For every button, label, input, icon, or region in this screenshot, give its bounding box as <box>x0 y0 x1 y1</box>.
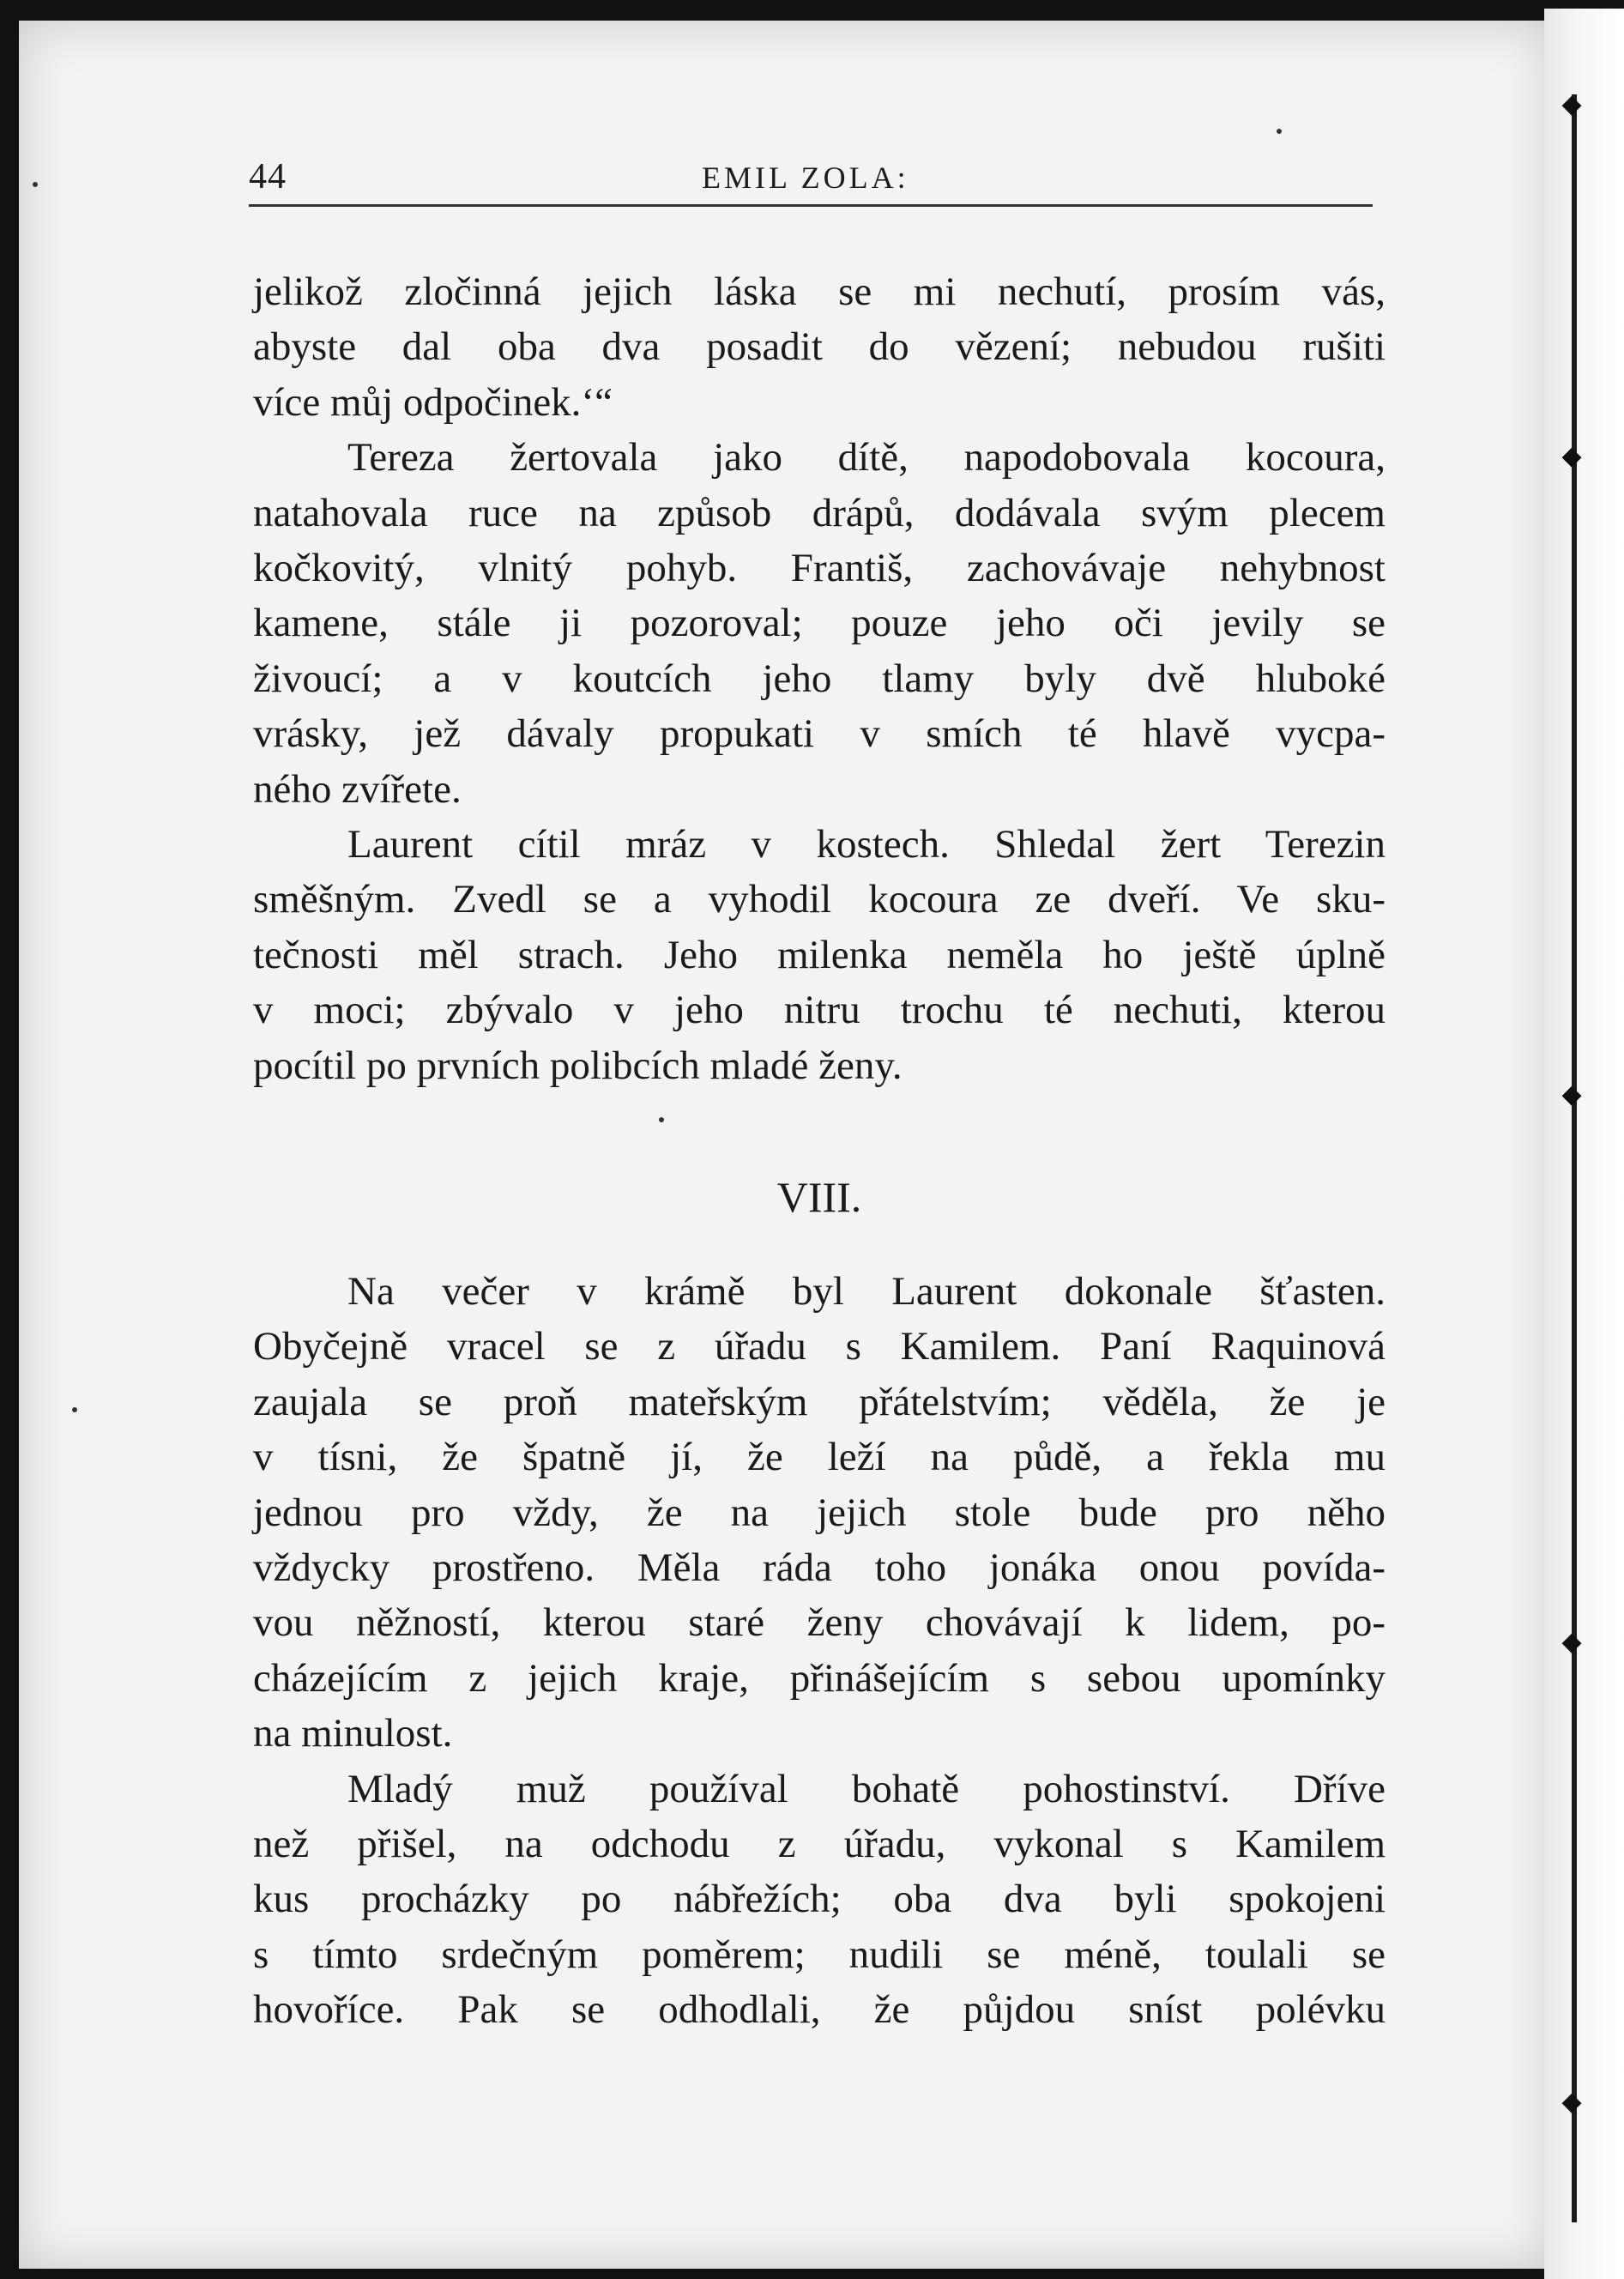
body-text-top <box>253 264 1386 1093</box>
text-line: živoucí; a v koutcích jeho tlamy byly dvě hluboké <box>253 656 1386 701</box>
page-header <box>249 153 1373 207</box>
text-line: vždycky prostřeno. Měla ráda toho jonáka onou povída- <box>253 1545 1386 1591</box>
text-line: směšným. Zvedl se a vyhodil kocoura ze dveří. Ve sku- <box>253 877 1386 922</box>
text-line: abyste dal oba dva posadit do vězení; nebudou rušiti <box>253 324 1386 370</box>
text-line: s tímto srdečným poměrem; nudili se méně, toulali se <box>253 1931 1386 1977</box>
text-line: Laurent cítil mráz v kostech. Shledal žert Terezin <box>347 822 1386 867</box>
binding-edge-line <box>1572 94 1577 2222</box>
text-line: cházejícím z jejich kraje, přinášejícím s sebou upomínky <box>253 1655 1386 1701</box>
text-line: v tísni, že špatně jí, že leží na půdě, a řekla mu <box>253 1435 1386 1480</box>
text-line: vrásky, jež dávaly propukati v smích té hlavě vycpa- <box>253 711 1386 757</box>
text-line: zaujala se proň mateřským přátelstvím; věděla, že je <box>253 1379 1386 1424</box>
chapter-heading: VIII. <box>776 1173 862 1221</box>
text-line: kamene, stále ji pozoroval; pouze jeho oči jevily se <box>253 601 1386 646</box>
body-text-bottom <box>253 1264 1386 2038</box>
text-line: jednou pro vždy, že na jejich stole bude pro něho <box>253 1490 1386 1535</box>
scan-speck <box>659 1117 664 1122</box>
text-line: tečnosti měl strach. Jeho milenka neměla ho ještě úplně <box>253 932 1386 977</box>
scan-speck <box>1277 129 1282 134</box>
text-line: ného zvířete. <box>253 766 462 812</box>
text-line: natahovala ruce na způsob drápů, dodávala svým plecem <box>253 490 1386 535</box>
text-line: než přišel, na odchodu z úřadu, vykonal s Kamilem <box>253 1822 1386 1867</box>
edge-mark-icon: ◆ <box>1561 89 1582 119</box>
text-line: kočkovitý, vlnitý pohyb. Františ, zachovávaje nehybnost <box>253 546 1386 591</box>
page-edge <box>1544 9 1624 2279</box>
edge-mark-icon: ◆ <box>1561 2087 1582 2117</box>
text-line: kus procházky po nábřežích; oba dva byli spokojeni <box>253 1877 1386 1922</box>
edge-mark-icon: ◆ <box>1561 441 1582 471</box>
text-line: hovoříce. Pak se odhodlali, že půjdou sníst polévku <box>253 1987 1386 2033</box>
text-line: Na večer v krámě byl Laurent dokonale šťasten. <box>347 1269 1386 1314</box>
text-line: Mladý muž používal bohatě pohostinství. Dříve <box>347 1766 1386 1811</box>
text-line: jelikož zločinná jejich láska se mi nechutí, prosím vás, <box>253 269 1386 314</box>
text-line: v moci; zbývalo v jeho nitru trochu té nechuti, kterou <box>253 988 1386 1033</box>
text-line: pocítil po prvních polibcích mladé ženy. <box>253 1043 903 1088</box>
scan-speck <box>33 182 38 187</box>
edge-mark-icon: ◆ <box>1561 1627 1582 1657</box>
text-line: Obyčejně vracel se z úřadu s Kamilem. Paní Raquinová <box>253 1324 1386 1369</box>
edge-mark-icon: ◆ <box>1561 1079 1582 1109</box>
page-number: 44 <box>249 157 287 196</box>
text-line: na minulost. <box>253 1711 453 1756</box>
text-line: více můj odpočinek.‘“ <box>253 379 613 425</box>
scan-speck <box>72 1407 77 1412</box>
text-line: Tereza žertovala jako dítě, napodobovala kocoura, <box>347 435 1386 481</box>
running-head: EMIL ZOLA: <box>702 160 909 195</box>
text-line: vou něžností, kterou staré ženy chovávají k lidem, po- <box>253 1600 1386 1646</box>
